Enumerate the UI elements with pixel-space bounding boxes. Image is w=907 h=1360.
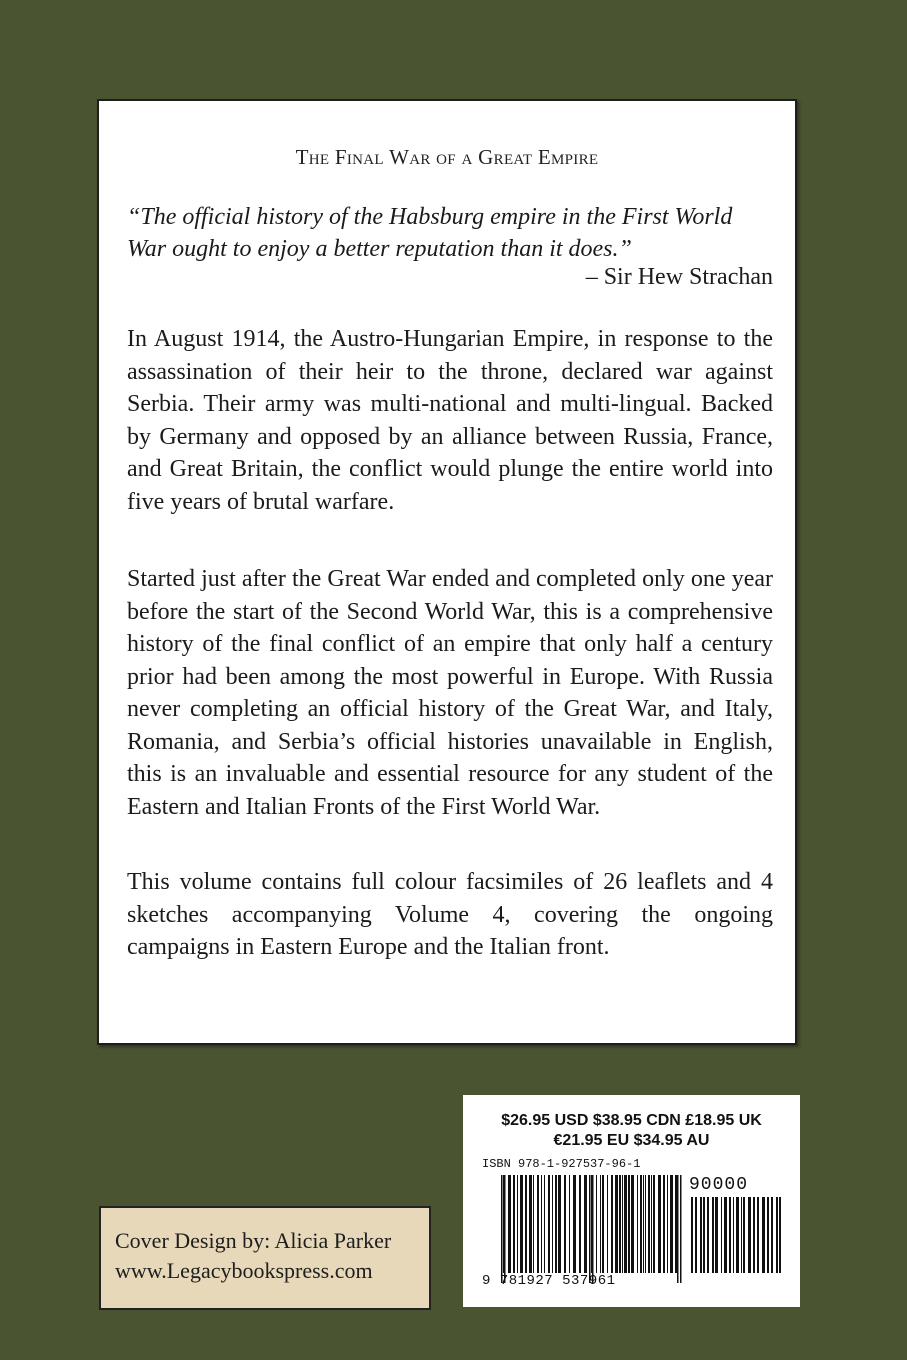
review-quote: “The official history of the Habsburg empire in the First World War ought to enjoy a better reputation than it does.” <box>127 204 733 262</box>
barcode-bar <box>579 1175 581 1273</box>
barcode-bar <box>520 1175 523 1273</box>
barcode-guard-bar <box>680 1175 682 1283</box>
barcode-bar <box>648 1175 650 1273</box>
title-initial: T <box>295 145 309 169</box>
barcode-bar <box>645 1175 646 1273</box>
barcode-bar <box>600 1175 601 1273</box>
isbn-label: ISBN 978-1-927537-96-1 <box>482 1157 641 1171</box>
barcode-guard-bar <box>504 1175 506 1283</box>
barcode-bar <box>537 1175 539 1273</box>
barcode-bar <box>558 1175 561 1273</box>
barcode-panel <box>463 1095 800 1307</box>
description-panel <box>97 99 797 1045</box>
barcode-bar <box>653 1175 655 1273</box>
designer-credit: Cover Design by: Alicia Parker <box>115 1228 392 1253</box>
barcode-bar <box>771 1197 773 1273</box>
barcode-bar <box>715 1197 718 1273</box>
barcode-bar <box>675 1175 677 1273</box>
barcode-bar <box>628 1175 630 1273</box>
barcode-bar <box>724 1197 727 1273</box>
price-addon-digits: 90000 <box>689 1175 749 1195</box>
barcode-bar <box>619 1175 621 1273</box>
barcode-bar <box>695 1197 697 1273</box>
barcode-bar <box>753 1197 755 1273</box>
barcode-bar <box>517 1175 518 1273</box>
barcode-bar <box>757 1197 759 1273</box>
barcode-bar <box>643 1175 644 1273</box>
barcode-bar <box>721 1197 722 1273</box>
barcode-guard-bar <box>677 1175 679 1283</box>
description-paragraph: This volume contains full colour facsimiles of 26 leaflets and 4 sketches accompanying Volume 4, covering the ongoing campaigns in Eastern Europe and the Italian front. <box>127 869 773 960</box>
barcode-bar <box>552 1175 553 1273</box>
barcode-bar <box>667 1175 668 1273</box>
title-rest: he Final War of a Great Empire <box>308 145 599 169</box>
barcode-bar <box>700 1197 702 1273</box>
barcode-bar <box>658 1175 661 1273</box>
barcode-bar <box>529 1175 532 1273</box>
barcode-bar <box>622 1175 623 1273</box>
barcode-bar <box>779 1197 781 1273</box>
barcode-bar <box>741 1197 742 1273</box>
barcode-bar <box>637 1175 638 1273</box>
book-title <box>99 145 795 170</box>
price-list: $26.95 USD $38.95 CDN £18.95 UK <box>501 1112 762 1129</box>
barcode-guard-bar <box>501 1175 503 1283</box>
barcode-bar <box>607 1175 608 1273</box>
barcode-bar <box>602 1175 604 1273</box>
barcode-bar <box>596 1175 597 1273</box>
barcode-bar <box>631 1175 634 1273</box>
ean-barcode-bars <box>501 1175 682 1283</box>
publisher-website: www.Legacybookspress.com <box>115 1258 373 1283</box>
barcode-bar <box>513 1175 515 1273</box>
barcode-bar <box>555 1175 557 1273</box>
barcode-bar <box>640 1175 642 1273</box>
barcode-bar <box>544 1175 545 1273</box>
barcode-bar <box>733 1197 734 1273</box>
barcode-bar <box>762 1197 765 1273</box>
addon-barcode-bars <box>691 1197 781 1273</box>
quote-attribution: – Sir Hew Strachan <box>585 264 773 290</box>
barcode-bar <box>651 1175 652 1273</box>
barcode-bar <box>564 1175 566 1273</box>
barcode-bar <box>707 1197 709 1273</box>
barcode-bar <box>508 1175 511 1273</box>
barcode-bar <box>703 1197 705 1273</box>
barcode-bar <box>691 1197 693 1273</box>
description-paragraph: In August 1914, the Austro-Hungarian Empire, in response to the assassination of their heir to the throne, declared war against Serbia. Their army was multi-national and multi-lingual. Backed by Germany and opposed by an alliance between Russia, France, and Great Britain, the conflict would plunge the entire world into five years of brutal warfare. <box>127 326 773 515</box>
barcode-bar <box>670 1175 673 1273</box>
barcode-bar <box>624 1175 627 1273</box>
barcode-bar <box>712 1197 714 1273</box>
barcode-bar <box>525 1175 527 1273</box>
barcode-bar <box>736 1197 739 1273</box>
barcode-bar <box>776 1197 778 1273</box>
barcode-bar <box>663 1175 665 1273</box>
barcode-bar <box>533 1175 534 1273</box>
barcode-guard-bar <box>589 1175 591 1283</box>
barcode-bar <box>541 1175 542 1273</box>
barcode-bar <box>748 1197 751 1273</box>
description-paragraph: Started just after the Great War ended and completed only one year before the start of the Second World War, this is a comprehensive history of the final conflict of an empire that only half a century prior had been among the most powerful in Europe. With Russia never completing an official history of the Great War, and Italy, Romania, and Serbia’s official histories unavailable in English, this is an invaluable and essential resource for any student of the Eastern and Italian Fronts of the First World War. <box>127 566 773 820</box>
barcode-bar <box>584 1175 587 1273</box>
barcode-bar <box>729 1197 731 1273</box>
barcode-bar <box>767 1197 769 1273</box>
barcode-bar <box>569 1175 570 1273</box>
barcode-bar <box>743 1197 745 1273</box>
barcode-bar <box>573 1175 576 1273</box>
barcode-bar <box>615 1175 618 1273</box>
credits-box <box>99 1206 431 1310</box>
barcode-bar <box>548 1175 550 1273</box>
barcode-bar <box>611 1175 613 1273</box>
barcode-guard-bar <box>592 1175 594 1283</box>
price-list: €21.95 EU $34.95 AU <box>553 1132 710 1149</box>
ean-digits: 9 781927 537961 <box>482 1273 616 1289</box>
